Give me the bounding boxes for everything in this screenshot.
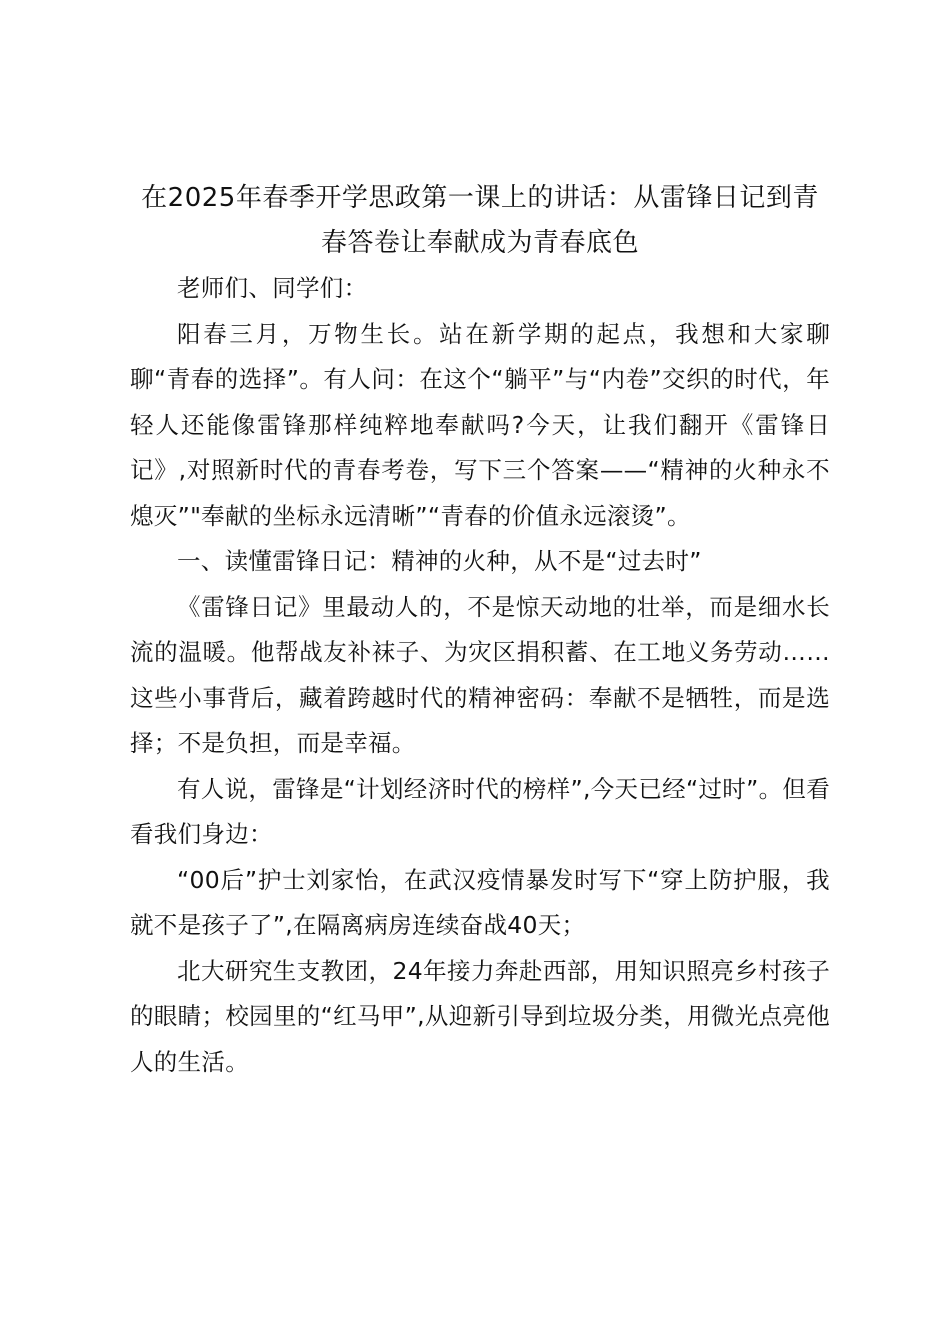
greeting-paragraph: 老师们、同学们： (177, 274, 368, 302)
body-paragraph: 北大研究生支教团，24年接力奔赴西部，用知识照亮乡村孩子的眼睛；校园里的“红马甲”,从迎新引导到垃圾分类，用微光点亮他人的生活。 (130, 956, 830, 1076)
body-paragraph: 《雷锋日记》里最动人的，不是惊天动地的壮举，而是细水长流的温暖。他帮战友补袜子、为灾区捐积蓄、在工地义务劳动……这些小事背后，藏着跨越时代的精神密码：奉献不是牺牲，而是选择；不是负担，而是幸福。 (130, 592, 830, 757)
document-body (130, 176, 830, 1085)
body-paragraph: “00后”护士刘家怡，在武汉疫情暴发时写下“穿上防护服，我就不是孩子了”,在隔离病房连续奋战40天； (130, 865, 830, 939)
intro-paragraph: 阳春三月，万物生长。站在新学期的起点，我想和大家聊聊“青春的选择”。有人问：在这个“躺平”与“内卷”交织的时代，年轻人还能像雷锋那样纯粹地奉献吗?今天，让我们翻开《雷锋日记》,对照新时代的青春考卷，写下三个答案——“精神的火种永不熄灭”"奉献的坐标永远清晰”“青春的价值永远滚烫”。 (130, 319, 830, 530)
section-heading: 一、读懂雷锋日记：精神的火种，从不是“过去时” (177, 547, 702, 575)
document-title: 在2025年春季开学思政第一课上的讲话：从雷锋日记到青春答卷让奉献成为青春底色 (141, 183, 819, 258)
body-paragraph: 有人说，雷锋是“计划经济时代的榜样”,今天已经“过时”。但看看我们身边： (130, 774, 830, 848)
